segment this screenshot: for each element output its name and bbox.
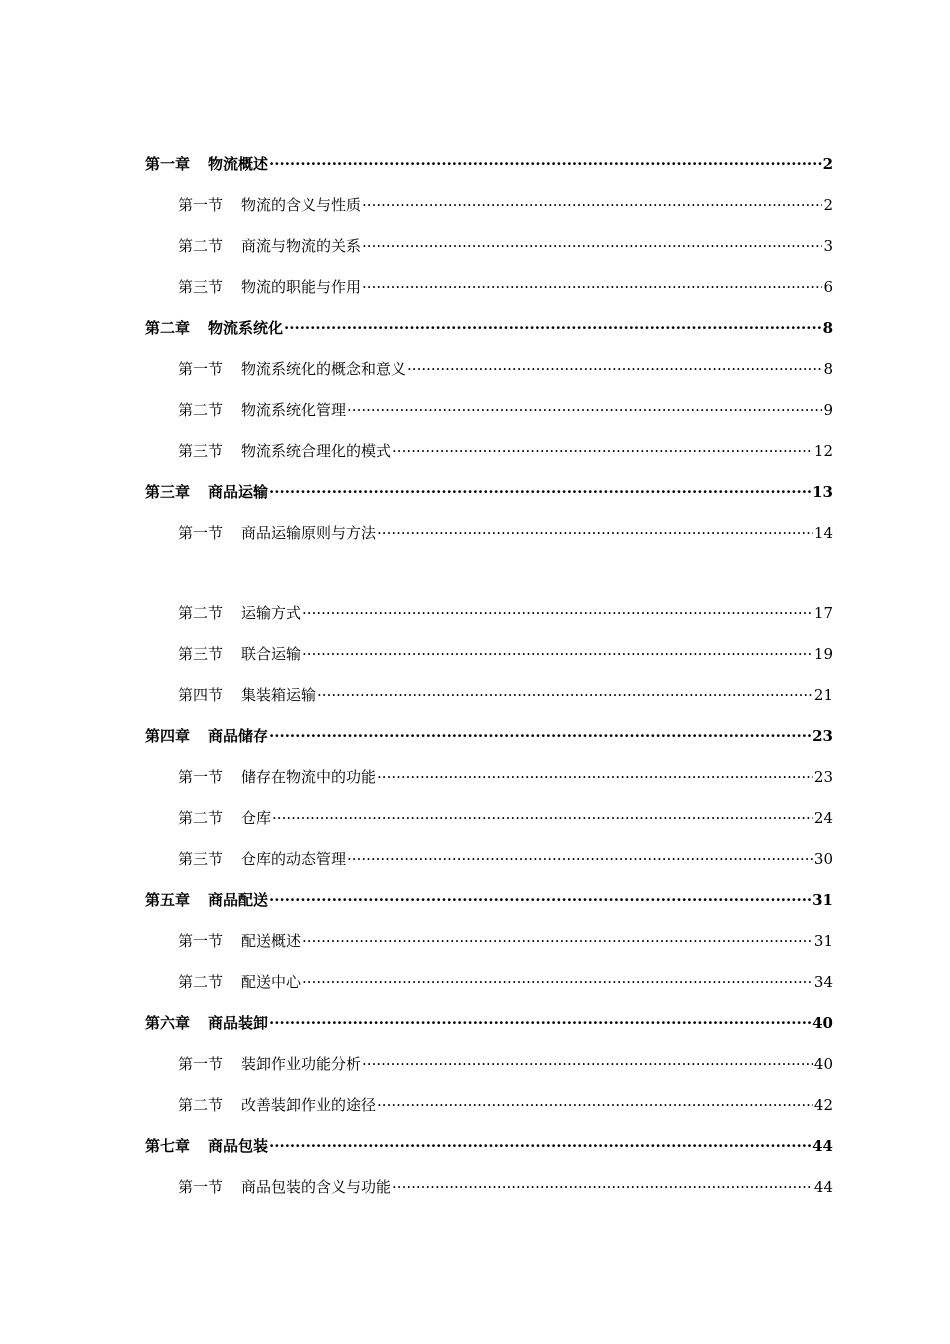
toc-entry-title: 物流系统化的概念和意义 [241,360,407,378]
toc-entry-title: 装卸作业功能分析 [241,1055,362,1073]
toc-entry-number: 第二节 [178,1096,224,1114]
toc-leader-dots [392,1175,813,1199]
toc-entry-number: 第一节 [178,360,224,378]
toc-entry-number: 第一节 [178,196,224,214]
toc-entry-title: 配送中心 [241,973,302,991]
toc-entry-title: 储存在物流中的功能 [241,768,377,786]
toc-leader-dots [377,521,813,545]
toc-leader-dots [269,724,811,748]
toc-entry-page-number: 44 [812,1137,833,1155]
toc-chapter-entry [145,1011,833,1035]
toc-entry-title: 商品储存 [208,727,269,745]
toc-entry-number: 第一章 [145,155,191,173]
toc-entry-page-number: 31 [812,891,833,909]
toc-chapter-entry [145,480,833,504]
toc-entry-page-number: 34 [813,973,833,991]
toc-section-entry [178,357,833,381]
toc-entry-title: 物流概述 [208,155,269,173]
toc-section-entry [178,275,833,299]
toc-entry-page-number: 24 [813,809,833,827]
toc-entry-title: 集装箱运输 [241,686,317,704]
toc-entry-title: 联合运输 [241,645,302,663]
toc-entry-title: 商品运输 [208,483,269,501]
toc-section-entry [178,1175,833,1199]
toc-leader-dots [407,357,822,381]
toc-leader-dots [302,601,813,625]
toc-entry-title: 商品运输原则与方法 [241,524,377,542]
toc-leader-dots [269,1011,811,1035]
toc-leader-dots [362,193,822,217]
toc-entry-title: 物流系统化管理 [241,401,347,419]
toc-entry-number: 第三节 [178,850,224,868]
toc-section-entry [178,521,833,545]
toc-entry-page-number: 14 [813,524,833,542]
toc-entry-number: 第二节 [178,973,224,991]
toc-entry-page-number: 2 [823,196,833,214]
toc-section-entry [178,439,833,463]
toc-entry-number: 第三节 [178,442,224,460]
toc-section-entry [178,929,833,953]
toc-entry-title: 仓库 [241,809,272,827]
toc-entry-number: 第二节 [178,809,224,827]
toc-chapter-entry [145,316,833,340]
toc-entry-page-number: 8 [822,319,833,337]
toc-leader-dots [362,1052,813,1076]
toc-section-entry [178,806,833,830]
toc-entry-page-number: 12 [813,442,833,460]
toc-entry-number: 第一节 [178,1178,224,1196]
toc-entry-number: 第三章 [145,483,191,501]
toc-chapter-entry [145,724,833,748]
toc-leader-dots [302,970,813,994]
toc-leader-dots [392,439,813,463]
toc-entry-title: 配送概述 [241,932,302,950]
toc-section-entry [178,398,833,422]
toc-section-entry [178,683,833,707]
toc-leader-dots [362,275,822,299]
toc-leader-dots [377,1093,813,1117]
toc-entry-page-number: 23 [813,768,833,786]
toc-leader-dots [347,847,813,871]
toc-leader-dots [269,480,811,504]
toc-entry-number: 第一节 [178,768,224,786]
toc-entry-number: 第二节 [178,401,224,419]
toc-entry-title: 物流的职能与作用 [241,278,362,296]
toc-section-entry [178,601,833,625]
toc-entry-title: 改善装卸作业的途径 [241,1096,377,1114]
toc-leader-dots [272,806,813,830]
toc-entry-number: 第六章 [145,1014,191,1032]
toc-entry-page-number: 9 [823,401,833,419]
toc-chapter-entry [145,1134,833,1158]
toc-entry-number: 第五章 [145,891,191,909]
toc-leader-dots [302,929,813,953]
toc-entry-title: 物流系统化 [208,319,284,337]
toc-entry-title: 商品配送 [208,891,269,909]
toc-entry-page-number: 40 [812,1014,833,1032]
toc-entry-number: 第二节 [178,604,224,622]
toc-leader-dots [269,1134,811,1158]
toc-entry-number: 第一节 [178,524,224,542]
toc-entry-page-number: 6 [823,278,833,296]
toc-entry-page-number: 23 [812,727,833,745]
toc-entry-number: 第四章 [145,727,191,745]
toc-chapter-entry [145,152,833,176]
toc-entry-page-number: 19 [813,645,833,663]
toc-section-entry [178,193,833,217]
toc-leader-dots [269,888,811,912]
toc-entry-title: 商品装卸 [208,1014,269,1032]
toc-section-entry [178,765,833,789]
toc-section-entry [178,234,833,258]
toc-leader-dots [377,765,813,789]
toc-entry-number: 第四节 [178,686,224,704]
toc-entry-title: 仓库的动态管理 [241,850,347,868]
toc-entry-title: 商品包装的含义与功能 [241,1178,392,1196]
toc-entry-title: 商品包装 [208,1137,269,1155]
toc-section-entry [178,642,833,666]
toc-entry-title: 运输方式 [241,604,302,622]
toc-entry-page-number: 40 [813,1055,833,1073]
toc-entry-page-number: 17 [813,604,833,622]
toc-entry-number: 第一节 [178,1055,224,1073]
toc-section-entry [178,1052,833,1076]
toc-section-entry [178,970,833,994]
toc-entry-number: 第一节 [178,932,224,950]
toc-entry-page-number: 42 [813,1096,833,1114]
toc-entry-number: 第三节 [178,278,224,296]
toc-entry-title: 商流与物流的关系 [241,237,362,255]
toc-leader-dots [347,398,822,422]
toc-entry-page-number: 31 [813,932,833,950]
toc-section-entry [178,847,833,871]
toc-entry-page-number: 21 [813,686,833,704]
toc-chapter-entry [145,888,833,912]
toc-entry-number: 第二节 [178,237,224,255]
toc-leader-dots [302,642,813,666]
toc-entry-page-number: 13 [812,483,833,501]
toc-entry-title: 物流系统合理化的模式 [241,442,392,460]
toc-entry-number: 第七章 [145,1137,191,1155]
toc-leader-dots [362,234,822,258]
toc-entry-page-number: 8 [823,360,833,378]
toc-entry-page-number: 44 [813,1178,833,1196]
toc-leader-dots [284,316,822,340]
toc-entry-page-number: 3 [823,237,833,255]
toc-leader-dots [317,683,813,707]
toc-entry-page-number: 2 [822,155,833,173]
toc-entry-title: 物流的含义与性质 [241,196,362,214]
toc-leader-dots [269,152,822,176]
toc-entry-number: 第二章 [145,319,191,337]
toc-entry-number: 第三节 [178,645,224,663]
toc-entry-page-number: 30 [813,850,833,868]
toc-section-entry [178,1093,833,1117]
